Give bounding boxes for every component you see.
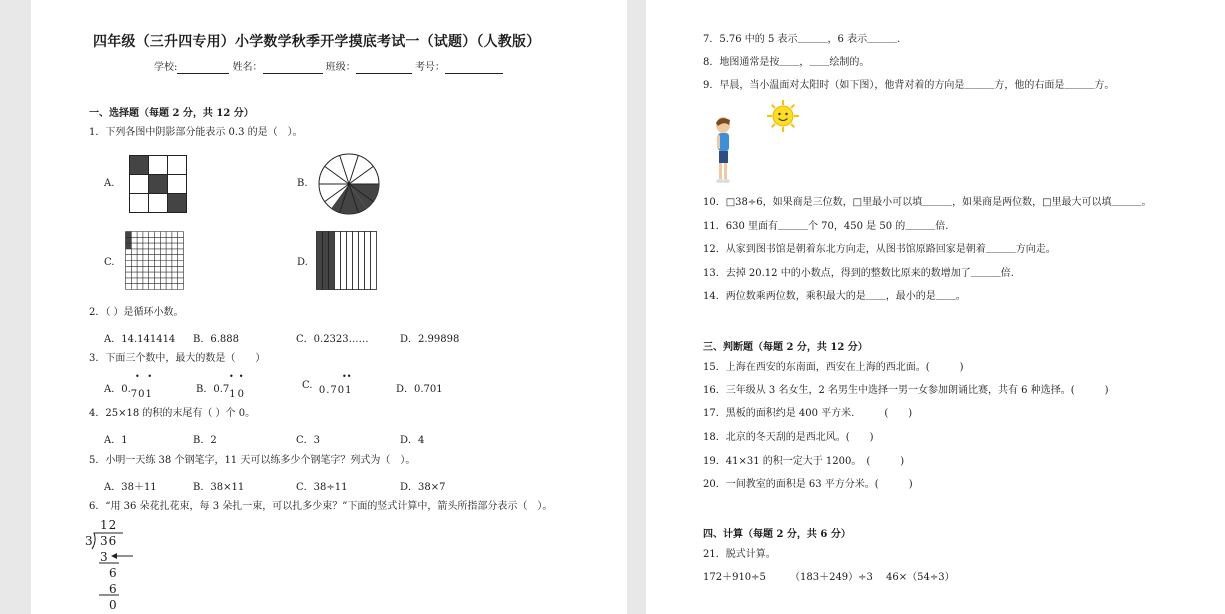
q5-option-a: A．38＋11	[104, 482, 157, 493]
q10-text: 10．□38÷6，如果商是三位数，□里最小可以填＿＿＿，如果商是两位数，□里最大可以填＿＿＿。	[703, 197, 1152, 208]
q4-option-b: B．2	[193, 435, 217, 446]
q3-text: 3．下面三个数中，最大的数是（ ）	[89, 353, 266, 364]
exam-no-label: 考号：	[414, 62, 445, 73]
exam-no-blank[interactable]	[445, 63, 503, 74]
school-label: 学校:	[154, 62, 178, 73]
q3-a-dots: • •	[135, 372, 153, 381]
calc-expr-1: 172＋910÷5	[703, 572, 766, 583]
q1-figure-b	[317, 152, 381, 216]
student-info-line	[154, 62, 503, 74]
q3-option-c-digits: 0.701	[318, 385, 353, 396]
calc-expr-3: 46×（54÷3）	[886, 572, 955, 583]
q3-option-a-digits: 701	[130, 389, 153, 400]
q2-text: 2．（ ）是循环小数。	[89, 307, 184, 318]
q13-text: 13．去掉 20.12 中的小数点，得到的整数比原来的数增加了＿＿＿倍.	[703, 268, 1014, 279]
q5-option-d: D．38×7	[400, 482, 446, 493]
q3-c-dots: ••	[342, 372, 352, 381]
q7-text: 7．5.76 中的 5 表示＿＿＿，6 表示＿＿＿.	[703, 34, 901, 45]
q6-division-bracket	[87, 531, 135, 601]
q15-text: 15．上海在西安的东南面，西安在上海的西北面。( )	[703, 362, 964, 373]
exam-title: 四年级（三升四专用）小学数学秋季开学摸底考试一（试题）（人教版）	[93, 34, 541, 50]
q5-option-c: C．38÷11	[296, 482, 348, 493]
q6-arrow-icon	[111, 551, 133, 561]
q6-step3: 6	[109, 582, 117, 596]
name-label: 姓名：	[232, 62, 263, 73]
q2-option-c: C．0.2323……	[296, 334, 369, 345]
q3-option-a-label: A．0.	[104, 384, 131, 395]
q1-figure-a	[129, 155, 187, 213]
name-blank[interactable]	[263, 63, 323, 74]
q2-option-a: A．14.141414	[104, 334, 176, 345]
q4-option-d: D．4	[400, 435, 425, 446]
calc-expr-2: （183＋249）÷3	[790, 572, 873, 583]
q19-text: 19．41×31 的积一定大于 1200。 ( )	[703, 456, 905, 467]
q6-step2: 6	[109, 566, 117, 580]
right-page	[646, 0, 1225, 614]
q6-dividend: 36	[100, 534, 118, 548]
q1-figure-c	[125, 231, 185, 291]
q1-label-a: A.	[104, 178, 115, 189]
q4-text: 4．25×18 的积的末尾有（ ）个 0。	[89, 408, 256, 419]
q3-b-dots: • •	[229, 372, 244, 381]
q5-option-b: B．38×11	[193, 482, 245, 493]
q2-option-d: D．2.99898	[400, 334, 460, 345]
q4-option-a: A．1	[104, 435, 128, 446]
q3-option-b-digits: 10	[229, 389, 246, 400]
q1-text: 1．下列各图中阴影部分能表示 0.3 的是（ ）。	[89, 127, 303, 138]
q1-label-c: C.	[104, 257, 115, 268]
q3-option-b-label: B．0.7	[196, 384, 230, 395]
q11-text: 11．630 里面有＿＿＿个 70，450 是 50 的＿＿＿倍.	[703, 221, 949, 232]
q8-text: 8．地图通常是按＿＿，＿＿绘制的。	[703, 57, 870, 68]
q21-text: 21．脱式计算。	[703, 549, 776, 560]
class-label: 班级：	[325, 62, 356, 73]
q6-divisor: 3	[85, 534, 93, 548]
q3-option-d: D．0.701	[396, 384, 443, 395]
q4-option-c: C．3	[296, 435, 321, 446]
q1-label-b: B.	[297, 178, 308, 189]
q2-option-b: B．6.888	[193, 334, 239, 345]
q6-text: 6．“用 36 朵花扎花束，每 3 朵扎一束，可以扎多少束？”下面的竖式计算中，箭头所指部分表示（ ）。	[89, 501, 553, 512]
left-page	[31, 0, 627, 614]
q6-step1: 3	[100, 550, 108, 564]
q1-label-d: D.	[297, 257, 308, 268]
q1-figure-d	[316, 231, 378, 291]
section4-heading: 四、计算（每题 2 分，共 6 分）	[703, 529, 851, 540]
q18-text: 18．北京的冬天刮的是西北风。( )	[703, 432, 874, 443]
q9-text: 9．早晨，当小温面对太阳时（如下图），他背对着的方向是＿＿＿方，他的右面是＿＿＿方。	[703, 80, 1115, 91]
school-blank[interactable]	[177, 63, 229, 74]
boy-figure-icon	[710, 115, 738, 187]
q6-quotient: 12	[100, 518, 118, 532]
q14-text: 14．两位数乘两位数，乘积最大的是＿＿，最小的是＿＿。	[703, 291, 966, 302]
q5-text: 5．小明一天练 38 个钢笔字，11 天可以练多少个钢笔字？列式为（ ）。	[89, 455, 416, 466]
section1-heading: 一、选择题（每题 2 分，共 12 分）	[89, 108, 254, 119]
q6-remainder: 0	[109, 598, 117, 612]
q20-text: 20．一间教室的面积是 63 平方分米。( )	[703, 479, 913, 490]
q12-text: 12．从家到图书馆是朝着东北方向走，从图书馆原路回家是朝着＿＿＿方向走。	[703, 244, 1056, 255]
q16-text: 16．三年级从 3 名女生，2 名男生中选择一男一女参加朗诵比赛，共有 6 种选择。( )	[703, 385, 1109, 396]
class-blank[interactable]	[356, 63, 412, 74]
section3-heading: 三、判断题（每题 2 分，共 12 分）	[703, 342, 868, 353]
q17-text: 17．黑板的面积约是 400 平方米. ( )	[703, 408, 913, 419]
sun-icon	[766, 99, 800, 133]
q3-option-c-label: C.	[302, 380, 313, 391]
